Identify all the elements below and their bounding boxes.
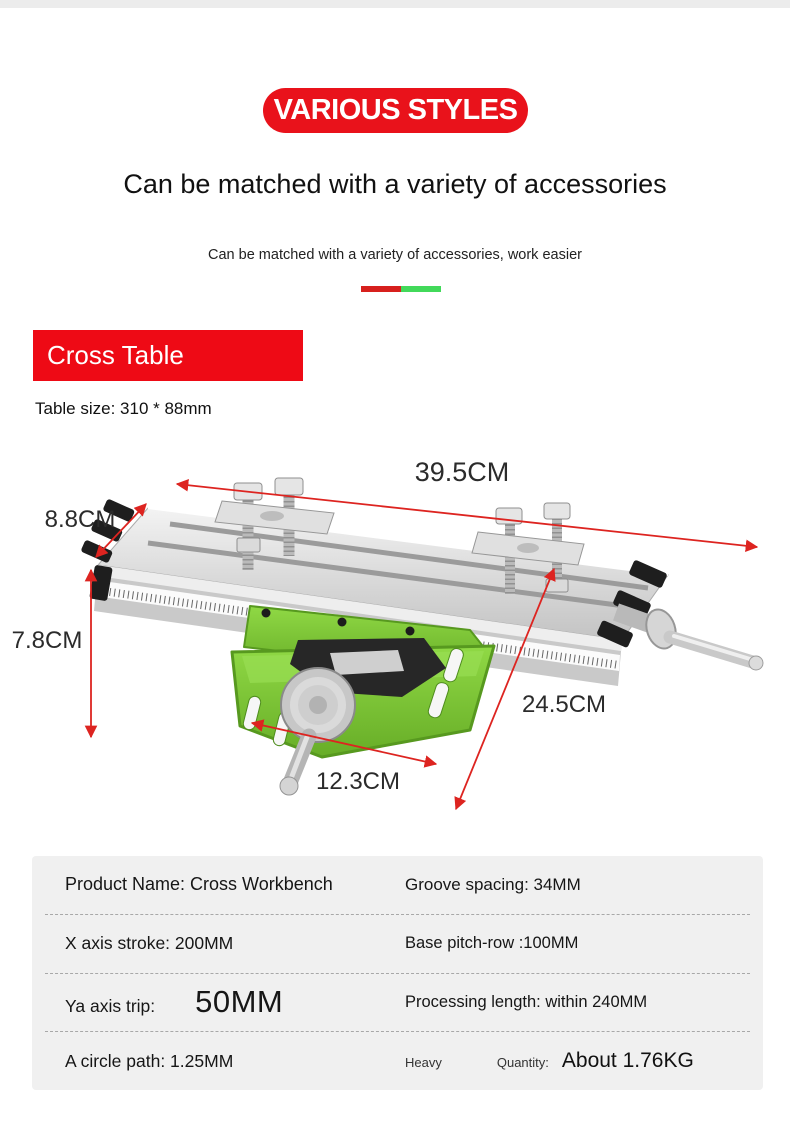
dim-label-diagonal: 24.5CM xyxy=(522,691,607,718)
spec-weight-value: About 1.76KG xyxy=(561,1049,694,1073)
top-strip xyxy=(0,0,790,8)
spec-processing-length: Processing length: within 240MM xyxy=(405,992,648,1011)
side-crank xyxy=(616,606,763,670)
spec-x-axis-stroke: X axis stroke: 200MM xyxy=(65,933,234,954)
section-title-cross-table: Cross Table xyxy=(33,330,303,381)
hero-subtitle: Can be matched with a variety of accessories, work easier xyxy=(208,247,582,263)
product-figure xyxy=(0,440,790,860)
table-size-text: Table size: 310 * 88mm xyxy=(35,399,212,418)
dim-label-base: 12.3CM xyxy=(315,768,401,795)
spec-circle-path: A circle path: 1.25MM xyxy=(65,1050,234,1071)
spec-weight xyxy=(405,1049,750,1073)
spec-weight-label-quantity: Quantity: xyxy=(496,1055,549,1071)
spec-groove-spacing: Groove spacing: 34MM xyxy=(405,874,581,894)
spec-y-axis-trip xyxy=(65,984,405,1020)
spec-table xyxy=(32,856,763,1090)
spec-product-name: Product Name: Cross Workbench xyxy=(65,874,333,895)
accent-underline-green xyxy=(401,286,441,292)
spec-weight-label-heavy: Heavy xyxy=(405,1055,442,1071)
base-assembly xyxy=(232,606,494,757)
side-crank-handle xyxy=(670,637,756,663)
spec-row-circle-path xyxy=(45,1032,750,1090)
spec-base-pitch-row: Base pitch-row :100MM xyxy=(405,934,579,953)
accent-underline-red xyxy=(361,286,401,292)
spec-row-product-name xyxy=(45,856,750,915)
spec-y-axis-value: 50MM xyxy=(195,984,284,1020)
spec-row-x-axis xyxy=(45,915,750,974)
hero-title: Can be matched with a variety of accessories xyxy=(123,169,667,199)
spec-y-axis-label: Ya axis trip: xyxy=(65,996,156,1017)
dim-label-width: 8.8CM xyxy=(44,506,116,533)
accent-underline xyxy=(361,286,441,292)
dim-label-height: 7.8CM xyxy=(11,627,83,654)
dim-label-length: 39.5CM xyxy=(414,457,510,487)
styles-badge: VARIOUS STYLES xyxy=(263,88,528,133)
spec-row-y-axis xyxy=(45,974,750,1033)
